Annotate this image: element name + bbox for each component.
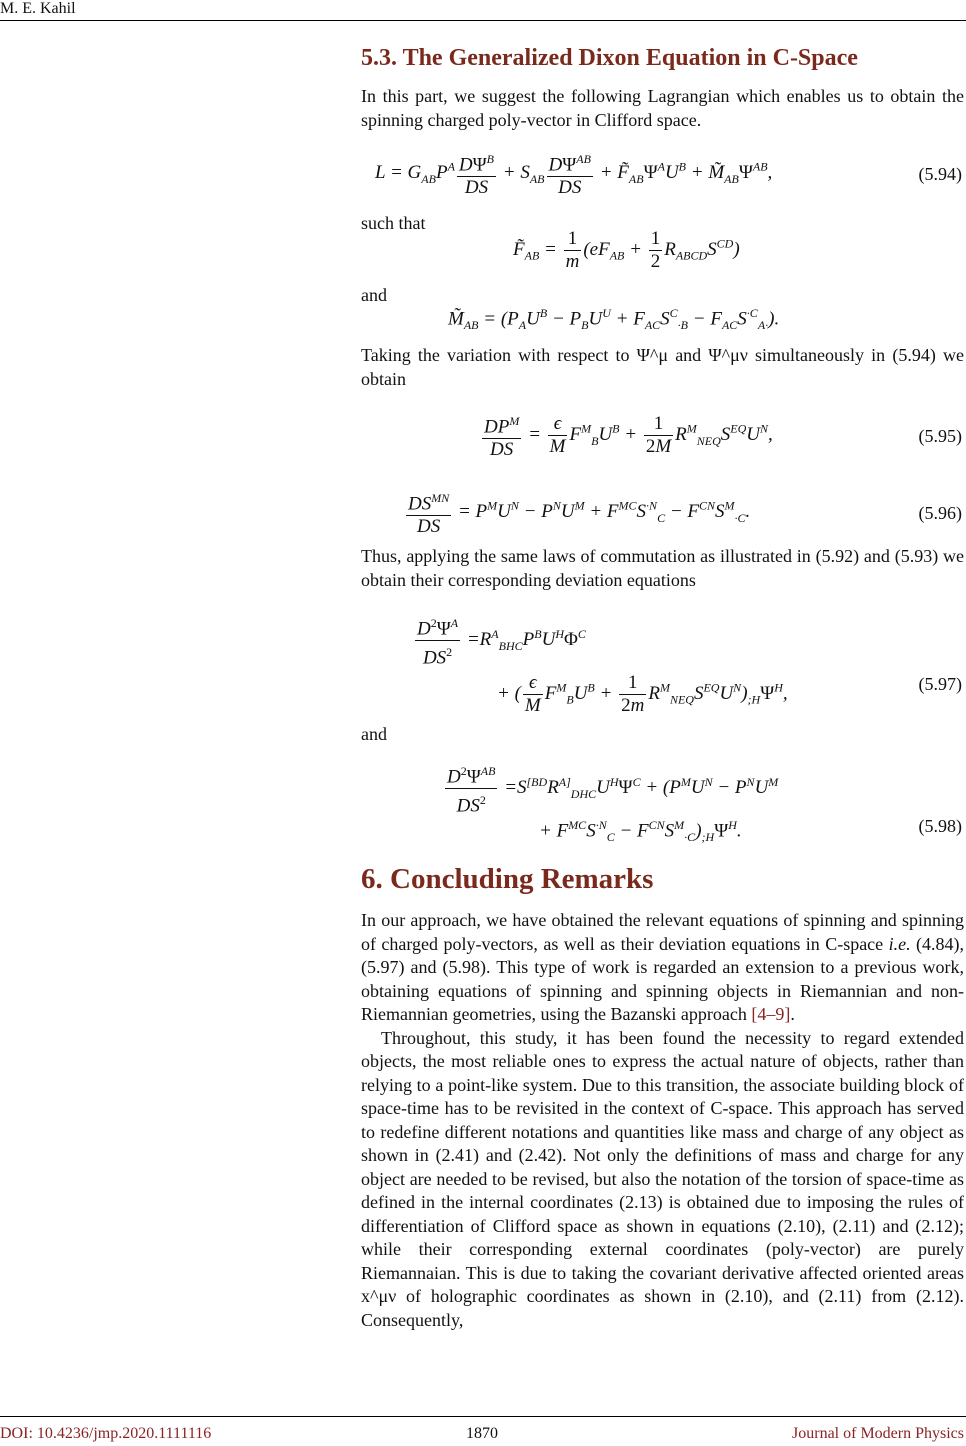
equation-5-95: $\frac{DP^M}{DS}$ = $\frac{\epsilon}{M}$ $F^M_BU^B$ + $\frac{1}{2M}$ $R^M_{NEQ}S^{EQ}U^N$, (5.95) bbox=[480, 410, 964, 461]
author-name: M. E. Kahil bbox=[0, 0, 76, 17]
intro-paragraph: In this part, we suggest the following Lagrangian which enables us to obtain the spinning charged poly-vector in Clifford space. bbox=[361, 86, 964, 130]
equation-5-94: $L = G_{AB}P^A$ $\frac{D\Psi^B}{DS}$ + $S_{AB}$ $\frac{D\Psi^{AB}}{DS}$ + $F̃_{AB}\Psi^AU^B$ + $M̃_{AB}\Psi^{AB}$, (5.94) bbox=[375, 148, 964, 199]
variation-paragraph: Taking the variation with respect to Ψ^μ and Ψ^μν simultaneously in (5.94) we obtain bbox=[361, 345, 964, 389]
running-header bbox=[0, 0, 966, 21]
equation-m-tilde: $M̃_{AB} = (P_AU^B - P_BU^U + F_{AC}S^C_{\cdot B} - F_{AC}S^{\cdot C}_{A\cdot})$. bbox=[448, 306, 780, 333]
equation-number: (5.98) bbox=[918, 816, 962, 836]
equation-number: (5.94) bbox=[918, 164, 962, 184]
and-text-2: and bbox=[361, 724, 387, 744]
page-number: 1870 bbox=[466, 1425, 498, 1442]
text-span: (4.84), (5.97) and (5.98). This type of work is regarded an extension to a previous work, obtaining equations of spinning and spinning objects in Riemannian and non-Riemannian geometries, using the Bazanski approach bbox=[361, 933, 964, 1024]
page-footer bbox=[0, 1416, 966, 1446]
such-that-text: such that bbox=[361, 213, 426, 233]
equation-f-tilde: $F̃_{AB}$ = $\frac{1}{m}$ ($eF_{AB}$ + $\frac{1}{2}$ $R_{ABCD}S^{CD}$) bbox=[513, 228, 740, 272]
citation-link[interactable]: [4–9] bbox=[751, 1004, 791, 1024]
thus-paragraph: Thus, applying the same laws of commutation as illustrated in (5.92) and (5.93) we obtain their corresponding deviation equations bbox=[361, 546, 964, 590]
equation-5-96: $\frac{DS^{MN}}{DS}$ = $P^MU^N - P^NU^M + F^{MC}S^{\cdot N}_C - F^{CN}S^M_{\cdot C}$. (5.96) bbox=[404, 487, 964, 538]
concluding-paragraph-2: Throughout, this study, it has been found the necessity to regard extended objects, the most reliable ones to express the actual nature of objects, rather than relying to a point-like system. Due to this transition, the associate building block of space-time has to be revisited in the context of C-space. This approach has served to redefine different notations and quantities like mass and charge of any object as shown in (2.41) and (2.42). Not only the definitions of mass and charge for any object are needed to be revised, but also the notation of the torsion of space-time as defined in the internal coordinates (2.13) is obtained due to imposing the rules of differentiation of Clifford space as shown in equations (2.10), (2.11) and (2.12); while their corresponding external coordinates (poly-vector) are purely Riemannaian. This is due to taking the covariant derivative affected oriented areas x^μν of holographic coordinates as shown in (2.10), and (2.11) from (2.12). Consequently, bbox=[361, 1027, 964, 1330]
journal-name: Journal of Modern Physics bbox=[792, 1425, 964, 1442]
doi-link[interactable]: DOI: 10.4236/jmp.2020.1111116 bbox=[0, 1425, 212, 1442]
ie-italic: i.e. bbox=[888, 933, 911, 954]
equation-number: (5.95) bbox=[918, 426, 962, 446]
section-heading-5-3: 5.3. The Generalized Dixon Equation in C-Space bbox=[361, 45, 858, 71]
concluding-paragraph-1 bbox=[361, 909, 964, 1027]
text-span: In our approach, we have obtained the relevant equations of spinning and spinning of charged poly-vectors, as well as their deviation equations in C-space bbox=[361, 910, 964, 954]
equation-number: (5.96) bbox=[918, 503, 962, 523]
section-heading-6: 6. Concluding Remarks bbox=[361, 863, 654, 895]
equation-number: (5.97) bbox=[918, 674, 962, 694]
text-span: . bbox=[790, 1004, 795, 1024]
equation-5-97: $\frac{D^2\Psi^A}{DS^2}$ $=R^A_{BHC}P^BU^H\Phi^C$ + ( $\frac{\epsilon}{M}$ $F^M_BU^B$ + $\frac{1}{2m}$ $R^M_{NEQ}S^{EQ}U^N)_{;H}\Psi^H$, (5.97) bbox=[413, 612, 964, 717]
equation-5-98: $\frac{D^2\Psi^{AB}}{DS^2}$ $=S^{[BD}R^{A]}_{DHC}U^H\Psi^C + (P^MU^N - P^NU^M$ + $F^{MC}S^{\cdot N}_C - F^{CN}S^M_{\cdot C})_{;H}\Psi^H$. (5.98) bbox=[443, 760, 964, 845]
and-text-1: and bbox=[361, 285, 387, 305]
